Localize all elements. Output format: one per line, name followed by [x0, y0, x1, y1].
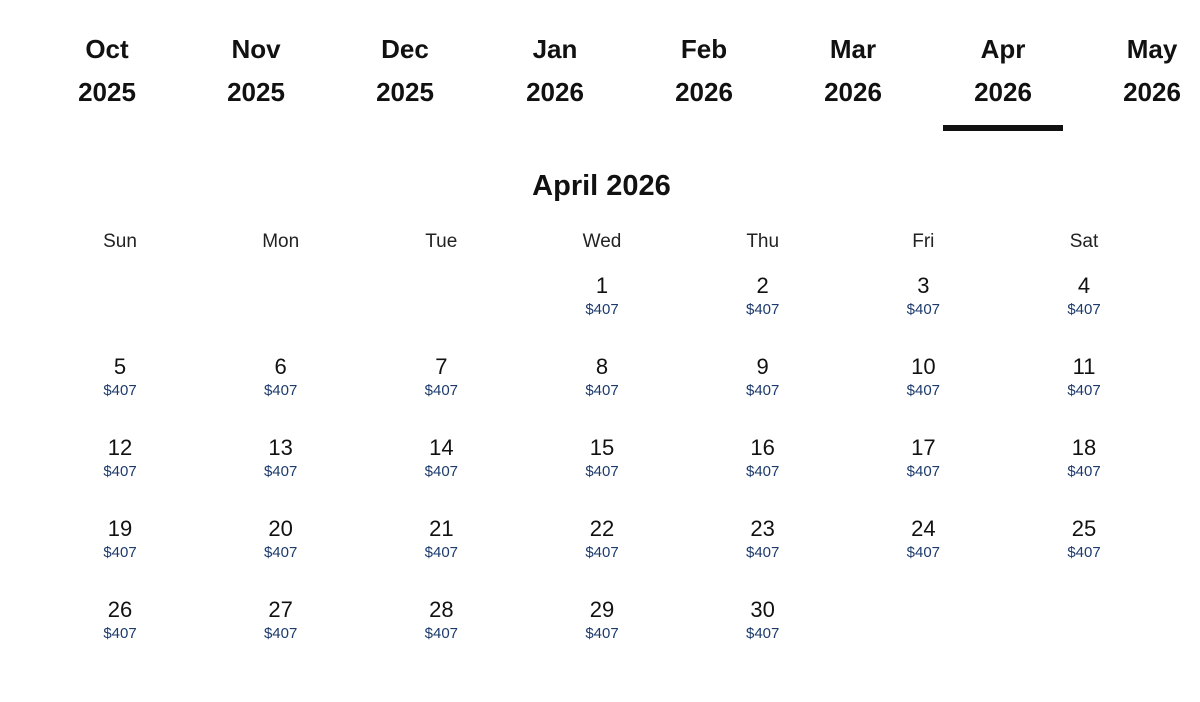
calendar-day[interactable] [361, 353, 521, 419]
day-number: 15 [589, 435, 615, 460]
calendar-day[interactable] [522, 515, 682, 581]
calendar-day[interactable] [843, 272, 1003, 338]
day-number: 5 [113, 354, 127, 379]
day-price: $407 [906, 463, 941, 480]
month-tab-month: May [1126, 34, 1178, 64]
day-number: 4 [1077, 273, 1091, 298]
day-number: 12 [107, 435, 133, 460]
day-number: 22 [589, 516, 615, 541]
month-tab-month: Feb [680, 34, 728, 64]
calendar-day[interactable] [843, 515, 1003, 581]
day-price: $407 [103, 544, 137, 561]
day-price: $407 [424, 382, 459, 399]
month-tab-month: Apr [980, 34, 1026, 64]
day-price: $407 [263, 544, 298, 561]
day-price: $407 [263, 625, 298, 642]
calendar-day[interactable] [683, 272, 843, 338]
calendar-day[interactable] [201, 434, 361, 500]
month-selector [0, 0, 1200, 140]
calendar-day[interactable] [201, 353, 361, 419]
calendar-day[interactable] [522, 272, 682, 338]
day-number: 1 [595, 273, 609, 298]
day-number: 27 [268, 597, 293, 622]
month-tab-nov-2025[interactable] [181, 28, 331, 114]
day-number: 23 [750, 516, 775, 541]
calendar-day[interactable] [522, 353, 682, 419]
day-price: $407 [745, 301, 780, 318]
day-price: $407 [585, 544, 619, 561]
calendar-day[interactable] [843, 434, 1003, 500]
day-price: $407 [263, 382, 298, 399]
calendar-day[interactable] [201, 515, 361, 581]
day-price: $407 [103, 463, 137, 480]
day-number: 29 [589, 597, 615, 622]
day-number: 2 [756, 273, 769, 298]
day-price: $407 [424, 625, 459, 642]
day-number: 16 [750, 435, 775, 460]
day-price: $407 [585, 382, 619, 399]
day-price: $407 [1067, 301, 1101, 318]
calendar-day[interactable] [40, 515, 200, 581]
calendar-day[interactable] [683, 434, 843, 500]
calendar-day[interactable] [683, 515, 843, 581]
month-tab-feb-2026[interactable] [629, 28, 779, 114]
day-number: 7 [435, 354, 448, 379]
day-number: 21 [429, 516, 454, 541]
day-price: $407 [585, 463, 619, 480]
day-number: 24 [911, 516, 936, 541]
day-price: $407 [906, 382, 941, 399]
calendar-day[interactable] [201, 596, 361, 662]
day-price: $407 [1067, 544, 1101, 561]
month-tab-month: Dec [381, 34, 429, 64]
month-tab-oct-2025[interactable] [32, 28, 182, 114]
month-tab-month: Mar [829, 34, 877, 64]
day-number: 6 [274, 354, 287, 379]
day-number: 9 [756, 354, 769, 379]
calendar-day[interactable] [522, 596, 682, 662]
month-tab-apr-2026[interactable] [928, 28, 1078, 114]
calendar-day[interactable] [1004, 434, 1164, 500]
day-number: 28 [429, 597, 454, 622]
calendar-day[interactable] [361, 515, 521, 581]
month-tab-year: 2026 [1123, 77, 1181, 107]
weekday-header [40, 229, 1164, 255]
calendar-day[interactable] [40, 353, 200, 419]
day-price: $407 [745, 625, 780, 642]
day-number: 25 [1071, 516, 1097, 541]
day-price: $407 [103, 382, 137, 399]
day-number: 20 [268, 516, 293, 541]
weekday-mon: Mon [262, 231, 300, 252]
weekday-sat: Sat [1069, 231, 1099, 252]
month-tab-month: Nov [231, 34, 281, 64]
day-number: 11 [1072, 354, 1096, 379]
day-number: 14 [429, 435, 454, 460]
selected-tab-indicator [943, 125, 1063, 131]
day-number: 10 [911, 354, 936, 379]
day-price: $407 [424, 463, 459, 480]
month-tab-may-2026[interactable] [1077, 28, 1200, 114]
month-tab-year: 2025 [376, 77, 434, 107]
day-number: 8 [595, 354, 609, 379]
weekday-tue: Tue [425, 231, 458, 252]
calendar-day[interactable] [361, 434, 521, 500]
month-tab-jan-2026[interactable] [480, 28, 630, 114]
month-tab-year: 2026 [675, 77, 733, 107]
day-price: $407 [263, 463, 298, 480]
day-price: $407 [745, 544, 780, 561]
day-number: 19 [107, 516, 133, 541]
day-price: $407 [103, 625, 137, 642]
calendar-day[interactable] [683, 353, 843, 419]
day-price: $407 [424, 544, 459, 561]
day-price: $407 [906, 544, 941, 561]
month-tab-year: 2025 [227, 77, 285, 107]
calendar-day[interactable] [1004, 272, 1164, 338]
month-tab-year: 2026 [526, 77, 584, 107]
calendar-day[interactable] [1004, 515, 1164, 581]
day-price: $407 [585, 301, 619, 318]
day-price: $407 [1067, 463, 1101, 480]
month-tab-dec-2025[interactable] [330, 28, 480, 114]
month-tab-year: 2026 [974, 77, 1032, 107]
day-price: $407 [906, 301, 941, 318]
day-number: 17 [911, 435, 936, 460]
day-number: 18 [1071, 435, 1097, 460]
weekday-wed: Wed [582, 231, 622, 252]
day-price: $407 [585, 625, 619, 642]
weekday-sun: Sun [103, 231, 137, 252]
weekday-thu: Thu [746, 231, 780, 252]
month-tab-mar-2026[interactable] [778, 28, 928, 114]
calendar-day[interactable] [1004, 353, 1164, 419]
weekday-fri: Fri [912, 231, 935, 252]
calendar-day[interactable] [843, 353, 1003, 419]
calendar-day[interactable] [40, 596, 200, 662]
day-price: $407 [745, 463, 780, 480]
month-tab-year: 2025 [78, 77, 136, 107]
day-price: $407 [1067, 382, 1101, 399]
day-number: 3 [917, 273, 930, 298]
calendar-day[interactable] [361, 596, 521, 662]
calendar-title: April 2026 [532, 170, 671, 202]
day-number: 26 [107, 597, 133, 622]
month-tab-month: Oct [85, 34, 129, 64]
calendar-day[interactable] [40, 434, 200, 500]
day-price: $407 [745, 382, 780, 399]
calendar-day[interactable] [683, 596, 843, 662]
day-number: 30 [750, 597, 775, 622]
calendar-day[interactable] [522, 434, 682, 500]
month-tab-month: Jan [532, 34, 578, 64]
month-tab-year: 2026 [824, 77, 882, 107]
day-number: 13 [268, 435, 293, 460]
